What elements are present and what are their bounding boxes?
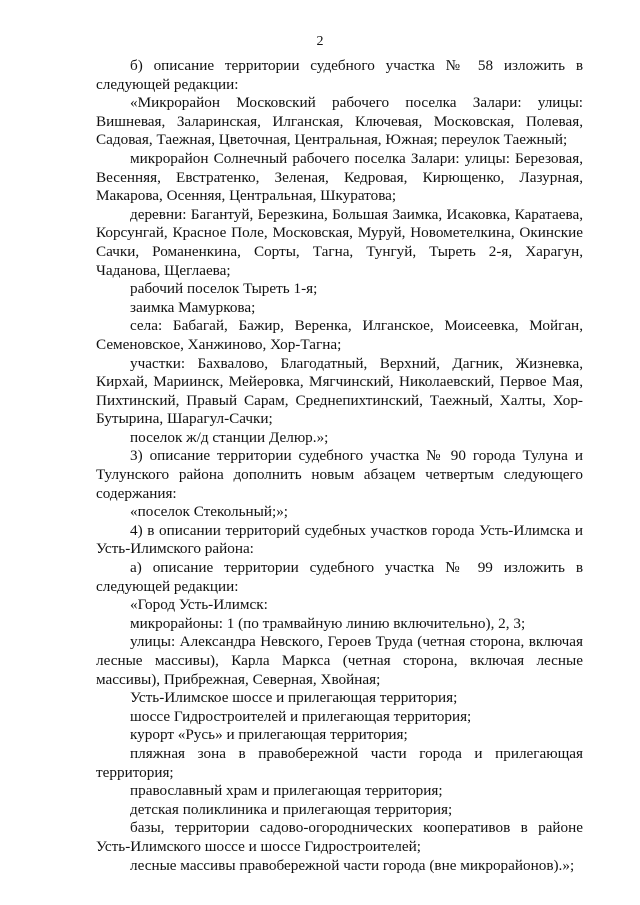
paragraph-solnechny-district: микрорайон Солнечный рабочего поселка Залари: улицы: Березовая, Весенняя, Евстратенко, Зеленая, Кедровая, Кирющенко, Лазурная, Макарова, Осенняя, Центральная, Шкуратова;: [96, 149, 583, 205]
paragraph-forest-areas: лесные массивы правобережной части города (вне микрорайонов).»;: [130, 856, 575, 874]
paragraph-rus-resort: курорт «Русь» и прилегающая территория;: [130, 726, 408, 744]
paragraph-streets: улицы: Александра Невского, Героев Труда (четная сторона, включая лесные массивы), Карла Маркса (четная сторона, включая лесные массивы), Прибрежная, Северная, Хвойная;: [96, 633, 583, 688]
paragraph-amendment-99-intro: а) описание территории судебного участка № 99 изложить в следующей редакции:: [96, 559, 583, 595]
paragraph-beach-zone: пляжная зона в правобережной части города и прилегающая территория;: [96, 744, 583, 781]
paragraph-uchastki: участки: Бахвалово, Благодатный, Верхний, Дагник, Жизневка, Кирхай, Мариинск, Мейеровка, Мягчинский, Николаевский, Первое Мая, Пихтинский, Правый Сарам, Среднепихтинский, Таежный, Халты, Хор-Бутырина, Шарагул-Сачки;: [96, 354, 583, 428]
paragraph-city-heading: «Город Усть-Илимск:: [130, 596, 268, 614]
paragraph-amendment-58-intro: б) описание территории судебного участка № 58 изложить в следующей редакции:: [96, 57, 583, 93]
page-number: 2: [316, 34, 324, 49]
paragraph-microdistricts: микрорайоны: 1 (по трамвайную линию включительно), 2, 3;: [130, 614, 526, 632]
paragraph-amendment-90: 3) описание территории судебного участка № 90 города Тулуна и Тулунского района дополнить новым абзацем четвертым следующего содержания:: [96, 447, 583, 502]
paragraph-villages: деревни: Багантуй, Березкина, Большая Заимка, Исаковка, Каратаева, Корсунгай, Красное Поле, Московская, Муруй, Новометелкина, Окинские Сачки, Романенкина, Сорты, Тагна, Тунгуй, Тыреть 2-я, Харагун, Чаданова, Щеглаева;: [96, 205, 583, 279]
paragraph-orthodox-church: православный храм и прилегающая территория;: [130, 782, 443, 800]
paragraph-ust-ilimsk-intro: 4) в описании территорий судебных участков города Усть-Илимска и Усть-Илимского района:: [96, 521, 583, 558]
paragraph-steklyanny: «поселок Стекольный;»;: [130, 503, 289, 521]
paragraph-garden-cooperatives: базы, территории садово-огороднических кооперативов в районе Усть-Илимского шоссе и шоссе Гидростроителей;: [96, 819, 583, 855]
document-body: [96, 57, 583, 875]
paragraph-ust-ilimsk-highway: Усть-Илимское шоссе и прилегающая территория;: [130, 689, 458, 707]
paragraph-tyret-settlement: рабочий поселок Тыреть 1-я;: [130, 280, 318, 298]
paragraph-moskovsky-district: «Микрорайон Московский рабочего поселка Залари: улицы: Вишневая, Заларинская, Илганская, Ключевая, Московская, Полевая, Садовая, Таежная, Цветочная, Центральная, Южная; переулок Таежный;: [96, 94, 583, 149]
paragraph-childrens-clinic: детская поликлиника и прилегающая территория;: [130, 800, 453, 818]
paragraph-mamurkova: заимка Мамуркова;: [130, 298, 256, 316]
paragraph-selos: села: Бабагай, Бажир, Веренка, Илганское, Моисеевка, Мойган, Семеновское, Ханжиново, Хор-Тагна;: [96, 317, 583, 353]
paragraph-delyur-station: поселок ж/д станции Делюр.»;: [130, 428, 329, 446]
paragraph-hydrobuilders-highway: шоссе Гидростроителей и прилегающая территория;: [130, 707, 472, 725]
